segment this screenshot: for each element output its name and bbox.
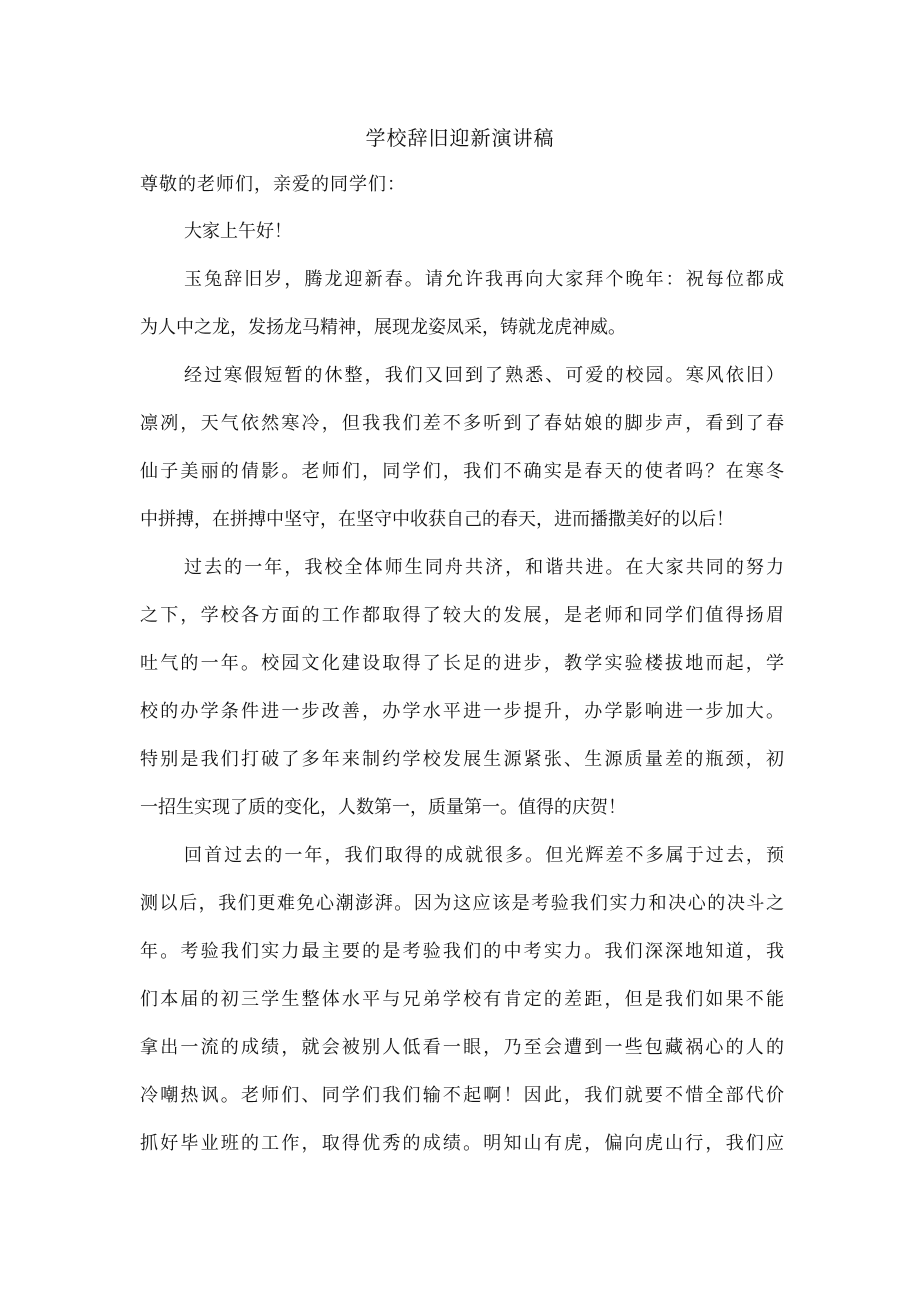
- text-line: 测以后，我们更难免心潮澎湃。因为这应该是考验我们实力和决心的决斗之: [140, 893, 784, 914]
- text-line: 之下，学校各方面的工作都取得了较大的发展，是老师和同学们值得扬眉: [140, 605, 784, 626]
- text-line: 为人中之龙，发扬龙马精神，展现龙姿凤采，铸就龙虎神威。: [140, 317, 626, 338]
- text-line: 仙子美丽的倩影。老师们，同学们，我们不确实是春天的使者吗？在寒冬: [140, 461, 784, 482]
- text-line: 玉兔辞旧岁，腾龙迎新春。请允许我再向大家拜个晚年：祝每位都成: [184, 269, 784, 290]
- text-line: 经过寒假短暂的休整，我们又回到了熟悉、可爱的校园。寒风依旧）: [184, 365, 784, 386]
- text-line: 冷嘲热讽。老师们、同学们我们输不起啊！因此，我们就要不惜全部代价: [140, 1085, 784, 1106]
- text-line: 回首过去的一年，我们取得的成就很多。但光辉差不多属于过去，预: [184, 845, 784, 866]
- document-title: 学校辞旧迎新演讲稿: [365, 126, 555, 150]
- text-line: 抓好毕业班的工作，取得优秀的成绩。明知山有虎，偏向虎山行，我们应: [140, 1133, 784, 1154]
- salutation: 尊敬的老师们，亲爱的同学们：: [140, 174, 406, 195]
- text-line: 年。考验我们实力最主要的是考验我们的中考实力。我们深深地知道，我: [140, 941, 784, 962]
- text-line: 中拼搏，在拼搏中坚守，在坚守中收获自己的春天，进而播撒美好的以后！: [140, 509, 734, 530]
- text-line: 校的办学条件进一步改善，办学水平进一步提升，办学影响进一步加大。: [140, 701, 784, 722]
- text-line: 一招生实现了质的变化，人数第一，质量第一。值得的庆贺！: [140, 797, 626, 818]
- text-line: 大家上午好！: [184, 221, 292, 242]
- text-line: 凛冽，天气依然寒冷，但我我们差不多听到了春姑娘的脚步声，看到了春: [140, 413, 784, 434]
- text-line: 特别是我们打破了多年来制约学校发展生源紧张、生源质量差的瓶颈，初: [140, 749, 784, 770]
- text-line: 们本届的初三学生整体水平与兄弟学校有肯定的差距，但是我们如果不能: [140, 989, 784, 1010]
- document-body: [140, 219, 784, 1179]
- text-line: 吐气的一年。校园文化建设取得了长足的进步，教学实验楼拔地而起，学: [140, 653, 784, 674]
- text-line: 过去的一年，我校全体师生同舟共济，和谐共进。在大家共同的努力: [184, 557, 784, 578]
- text-line: 拿出一流的成绩，就会被别人低看一眼，乃至会遭到一些包藏祸心的人的: [140, 1037, 784, 1058]
